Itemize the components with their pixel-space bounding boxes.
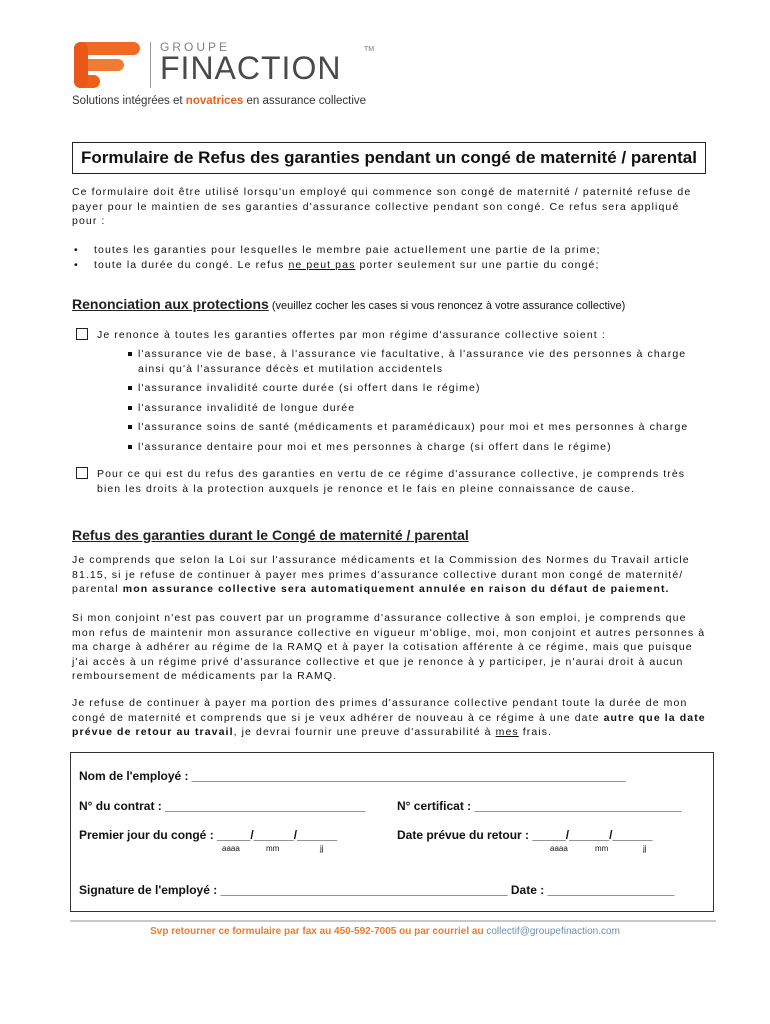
intro-paragraph: Ce formulaire doit être utilisé lorsqu'un employé qui commence son congé de maternité / paternité refuse de payer pour le maintien de ses garanties d'assurance collective pendant son congé. Ce refus sera appliqué pour : <box>72 186 692 227</box>
acknowledge-label: Pour ce qui est du refus des garanties en vertu de ce régime d'assurance collective, je comprends très bien les droits à la protection auxquels je renonce et le fais en pleine connaissance de cause. <box>97 468 686 495</box>
coverage-item: l'assurance vie de base, à l'assurance vie facultative, à l'assurance vie des personnes à charge ainsi qu'à l'assurance décès et mutilation accidentels <box>126 347 706 376</box>
signature-row <box>79 883 674 897</box>
return-date-label: Date prévue du retour : <box>397 828 533 842</box>
logo-tagline: Solutions intégrées et novatrices en assurance collective <box>72 95 367 107</box>
form-title: Formulaire de Refus des garanties pendant un congé de maternité / parental <box>72 142 706 174</box>
signature-label: Signature de l'employé : <box>79 883 221 897</box>
return-date-field[interactable]: _____/______/______ <box>532 828 653 842</box>
signature-field[interactable]: ___________________________________________ <box>220 883 508 897</box>
employee-name-field[interactable]: _________________________________________________________________ <box>191 769 626 783</box>
acknowledge-checkbox[interactable] <box>76 467 88 479</box>
return-date-row <box>397 828 652 842</box>
renounced-coverage-list <box>126 347 706 459</box>
intro-bullet-list <box>72 243 706 272</box>
bullet-item: • toute la durée du congé. Le refus ne peut pas porter seulement sur une partie du congé; <box>72 258 706 273</box>
contract-number-field[interactable]: ______________________________ <box>165 799 366 813</box>
employee-name-label: Nom de l'employé : <box>79 769 192 783</box>
renounce-all-checkbox[interactable] <box>76 328 88 340</box>
return-month-hint: mm <box>595 844 609 853</box>
bullet-item: • toutes les garanties pour lesquelles le membre paie actuellement une partie de la prime; <box>72 243 706 258</box>
finaction-logo-mark-icon <box>72 42 142 88</box>
renonciation-note: (veuillez cocher les cases si vous renoncez à votre assurance collective) <box>268 300 626 312</box>
logo-groupe-text: GROUPE <box>160 40 231 54</box>
start-month-hint: mm <box>266 844 280 853</box>
footer-email-link[interactable]: collectif@groupefinaction.com <box>486 926 620 937</box>
leave-start-label: Premier jour du congé : <box>79 828 218 842</box>
coverage-item: l'assurance invalidité de longue durée <box>126 401 706 416</box>
renounce-all-label: Je renonce à toutes les garanties offertes par mon régime d'assurance collective soient : <box>97 329 606 341</box>
footer-instructions: Svp retourner ce formulaire par fax au 450-592-7005 ou par courriel au collectif@groupefinaction.com <box>150 926 620 937</box>
contract-label: N° du contrat : <box>79 799 166 813</box>
start-day-hint: jj <box>320 844 324 853</box>
employee-name-row <box>79 769 626 783</box>
footer-divider <box>70 920 716 922</box>
leave-start-date-field[interactable]: _____/______/______ <box>217 828 338 842</box>
contract-row <box>79 799 365 813</box>
leave-start-row <box>79 828 337 842</box>
certificate-row <box>397 799 681 813</box>
logo-separator <box>150 42 151 88</box>
date-label: Date : <box>507 883 548 897</box>
renonciation-heading-row <box>72 296 712 314</box>
refus-heading: Refus des garanties durant le Congé de maternité / parental <box>72 527 469 543</box>
refus-paragraph-1: Je comprends que selon la Loi sur l'assurance médicaments et la Commission des Normes du Travail article 81.15, si je refuse de continuer à payer mes primes d'assurance collective durant mon congé de maternité/ parental mon assurance collective sera automatiquement annulée en raison du défaut de paiement. <box>72 554 690 595</box>
coverage-item: l'assurance soins de santé (médicaments et paramédicaux) pour moi et mes personnes à charge <box>126 420 706 435</box>
refus-paragraph-3: Je refuse de continuer à payer ma portion des primes d'assurance collective pendant toute la durée de mon congé de maternité et comprends que si je veux adhérer de nouveau à ce régime à une date autre que la date prévue de retour au travail, je devrai fournir une preuve d'assurabilité à mes frais. <box>72 697 706 738</box>
return-year-hint: aaaa <box>550 844 568 853</box>
renonciation-heading: Renonciation aux protections <box>72 296 269 312</box>
logo-wordmark: FINACTION <box>160 50 342 86</box>
signature-date-field[interactable]: ___________________ <box>547 883 675 897</box>
certificate-label: N° certificat : <box>397 799 475 813</box>
coverage-item: l'assurance dentaire pour moi et mes personnes à charge (si offert dans le régime) <box>126 440 706 455</box>
refus-paragraph-2: Si mon conjoint n'est pas couvert par un programme d'assurance collective à son emploi, je comprends que mon refus de maintenir mon assurance collective en vigueur m'oblige, moi, mon conjoint et autres personnes à ma charge à adhérer au régime de la RAMQ et à payer la cotisation afférente à ce régime, mais que puisque j'ai accès à un régime privé d'assurance collective et que je renonce à y participer, je n'aurai droit à aucun remboursement de médicaments par la RAMQ. <box>72 612 706 682</box>
certificate-number-field[interactable]: _______________________________ <box>474 799 682 813</box>
start-year-hint: aaaa <box>222 844 240 853</box>
return-day-hint: jj <box>643 844 647 853</box>
logo-trademark: TM <box>364 46 375 53</box>
coverage-item: l'assurance invalidité courte durée (si offert dans le régime) <box>126 381 706 396</box>
